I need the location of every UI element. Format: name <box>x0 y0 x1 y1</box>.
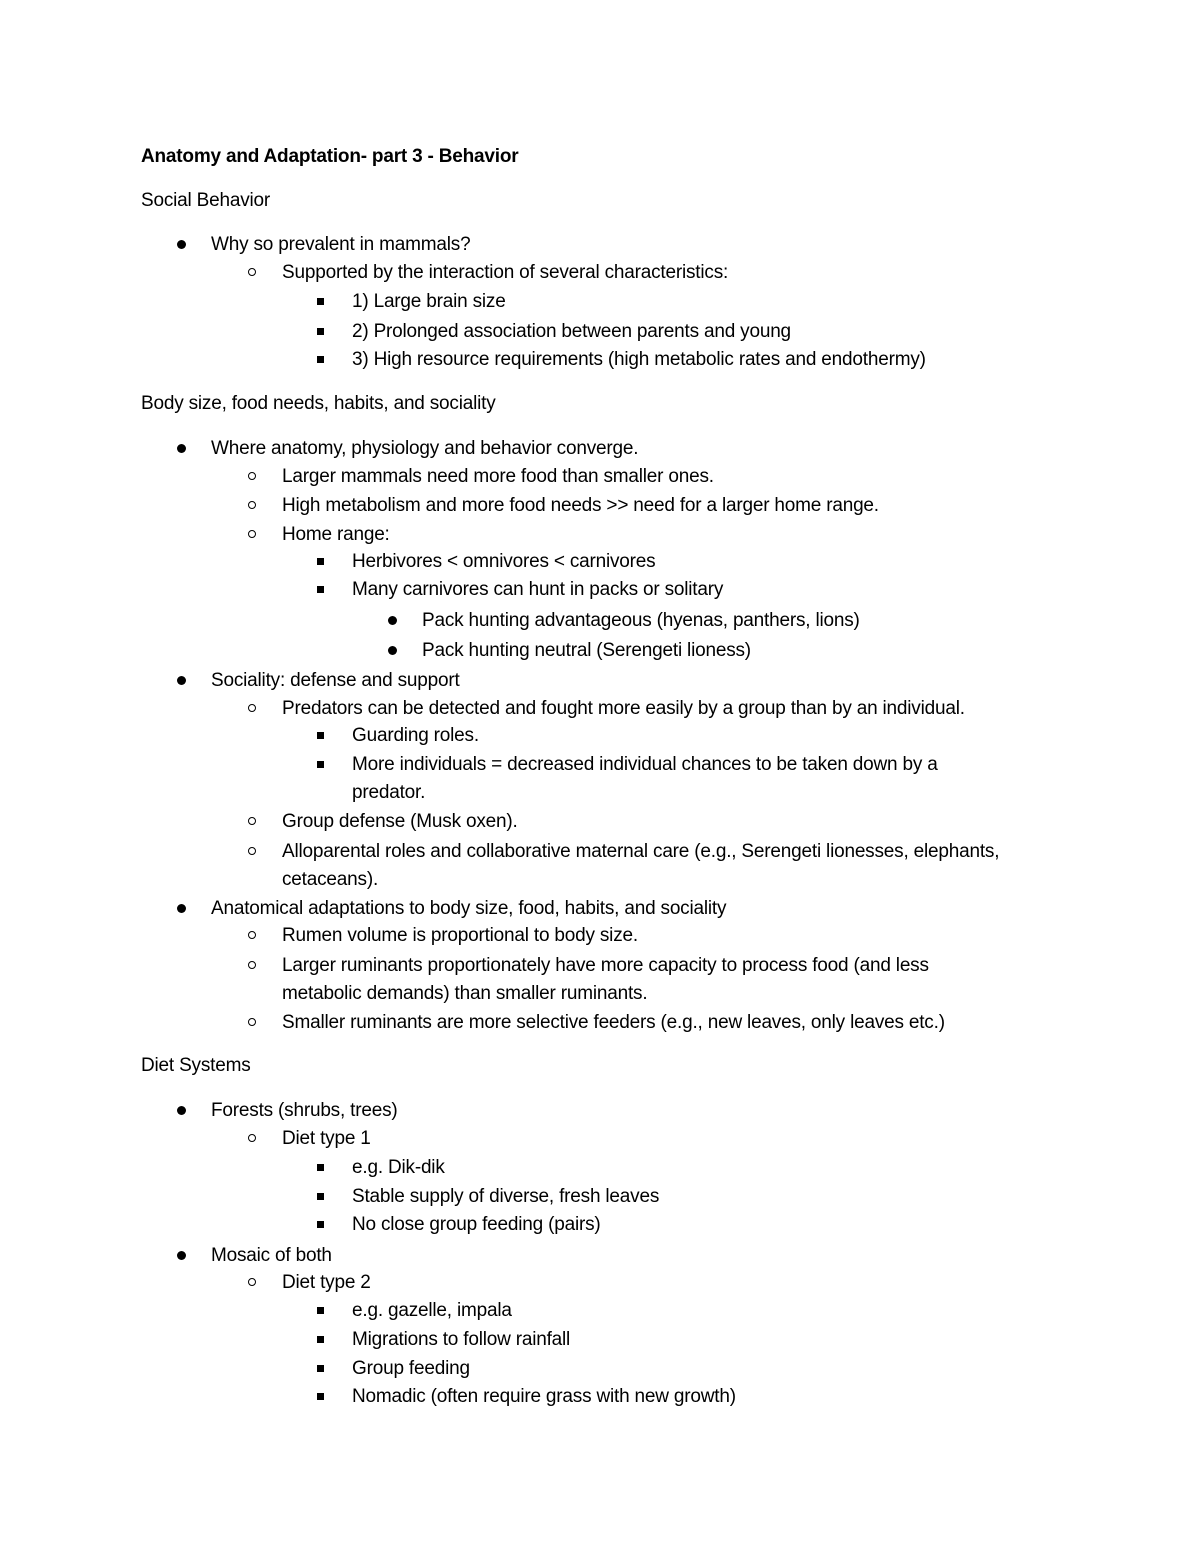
bullet-disc-icon <box>177 444 186 453</box>
list-item: Why so prevalent in mammals? <box>211 234 471 255</box>
bullet-square-icon <box>317 1193 324 1200</box>
bullet-disc-icon <box>388 616 397 625</box>
bullet-circle-icon <box>248 1278 256 1286</box>
bullet-disc-icon <box>177 1106 186 1115</box>
list-item: Alloparental roles and collaborative maternal care (e.g., Serengeti lionesses, elephants, <box>282 841 1000 862</box>
bullet-square-icon <box>317 356 324 363</box>
bullet-circle-icon <box>248 931 256 939</box>
list-item: 1) Large brain size <box>352 291 506 312</box>
list-item: Diet type 1 <box>282 1128 371 1149</box>
list-item: Where anatomy, physiology and behavior converge. <box>211 438 639 459</box>
list-item: Forests (shrubs, trees) <box>211 1100 398 1121</box>
list-item-continuation: cetaceans). <box>282 869 379 890</box>
bullet-disc-icon <box>177 676 186 685</box>
list-item: Pack hunting advantageous (hyenas, panthers, lions) <box>422 610 860 631</box>
bullet-circle-icon <box>248 1018 256 1026</box>
bullet-disc-icon <box>177 1251 186 1260</box>
bullet-square-icon <box>317 328 324 335</box>
bullet-square-icon <box>317 1336 324 1343</box>
list-item: High metabolism and more food needs >> need for a larger home range. <box>282 495 879 516</box>
document-title: Anatomy and Adaptation- part 3 - Behavior <box>141 146 519 167</box>
bullet-circle-icon <box>248 704 256 712</box>
list-item: Stable supply of diverse, fresh leaves <box>352 1186 660 1207</box>
list-item: No close group feeding (pairs) <box>352 1214 601 1235</box>
bullet-square-icon <box>317 732 324 739</box>
list-item: Supported by the interaction of several characteristics: <box>282 262 729 283</box>
bullet-circle-icon <box>248 817 256 825</box>
bullet-disc-icon <box>177 240 186 249</box>
list-item: Larger mammals need more food than smaller ones. <box>282 466 714 487</box>
list-item: Guarding roles. <box>352 725 479 746</box>
bullet-square-icon <box>317 1164 324 1171</box>
section-heading: Diet Systems <box>141 1055 251 1076</box>
list-item: Diet type 2 <box>282 1272 371 1293</box>
list-item: Mosaic of both <box>211 1245 332 1266</box>
bullet-circle-icon <box>248 961 256 969</box>
list-item: Migrations to follow rainfall <box>352 1329 571 1350</box>
section-heading: Social Behavior <box>141 190 271 211</box>
list-item-continuation: metabolic demands) than smaller ruminants. <box>282 983 648 1004</box>
bullet-square-icon <box>317 1221 324 1228</box>
list-item: Larger ruminants proportionately have more capacity to process food (and less <box>282 955 929 976</box>
list-item: More individuals = decreased individual chances to be taken down by a <box>352 754 938 775</box>
list-item: Group feeding <box>352 1358 470 1379</box>
list-item: Home range: <box>282 524 390 545</box>
bullet-circle-icon <box>248 501 256 509</box>
bullet-square-icon <box>317 1393 324 1400</box>
bullet-circle-icon <box>248 268 256 276</box>
bullet-square-icon <box>317 761 324 768</box>
bullet-disc-icon <box>388 646 397 655</box>
bullet-square-icon <box>317 298 324 305</box>
list-item: 2) Prolonged association between parents and young <box>352 321 791 342</box>
list-item-continuation: predator. <box>352 782 426 803</box>
bullet-square-icon <box>317 586 324 593</box>
list-item: 3) High resource requirements (high metabolic rates and endothermy) <box>352 349 926 370</box>
bullet-circle-icon <box>248 1134 256 1142</box>
list-item: Sociality: defense and support <box>211 670 460 691</box>
bullet-circle-icon <box>248 530 256 538</box>
list-item: Anatomical adaptations to body size, food, habits, and sociality <box>211 898 727 919</box>
list-item: Smaller ruminants are more selective feeders (e.g., new leaves, only leaves etc.) <box>282 1012 945 1033</box>
list-item: Rumen volume is proportional to body size. <box>282 925 638 946</box>
list-item: e.g. gazelle, impala <box>352 1300 512 1321</box>
bullet-circle-icon <box>248 472 256 480</box>
list-item: e.g. Dik-dik <box>352 1157 445 1178</box>
bullet-square-icon <box>317 1365 324 1372</box>
list-item: Predators can be detected and fought more easily by a group than by an individual. <box>282 698 965 719</box>
bullet-square-icon <box>317 1307 324 1314</box>
list-item: Many carnivores can hunt in packs or solitary <box>352 579 724 600</box>
list-item: Pack hunting neutral (Serengeti lioness) <box>422 640 751 661</box>
section-heading: Body size, food needs, habits, and sociality <box>141 393 496 414</box>
bullet-circle-icon <box>248 847 256 855</box>
list-item: Group defense (Musk oxen). <box>282 811 518 832</box>
bullet-disc-icon <box>177 904 186 913</box>
bullet-square-icon <box>317 558 324 565</box>
list-item: Herbivores < omnivores < carnivores <box>352 551 656 572</box>
list-item: Nomadic (often require grass with new growth) <box>352 1386 736 1407</box>
